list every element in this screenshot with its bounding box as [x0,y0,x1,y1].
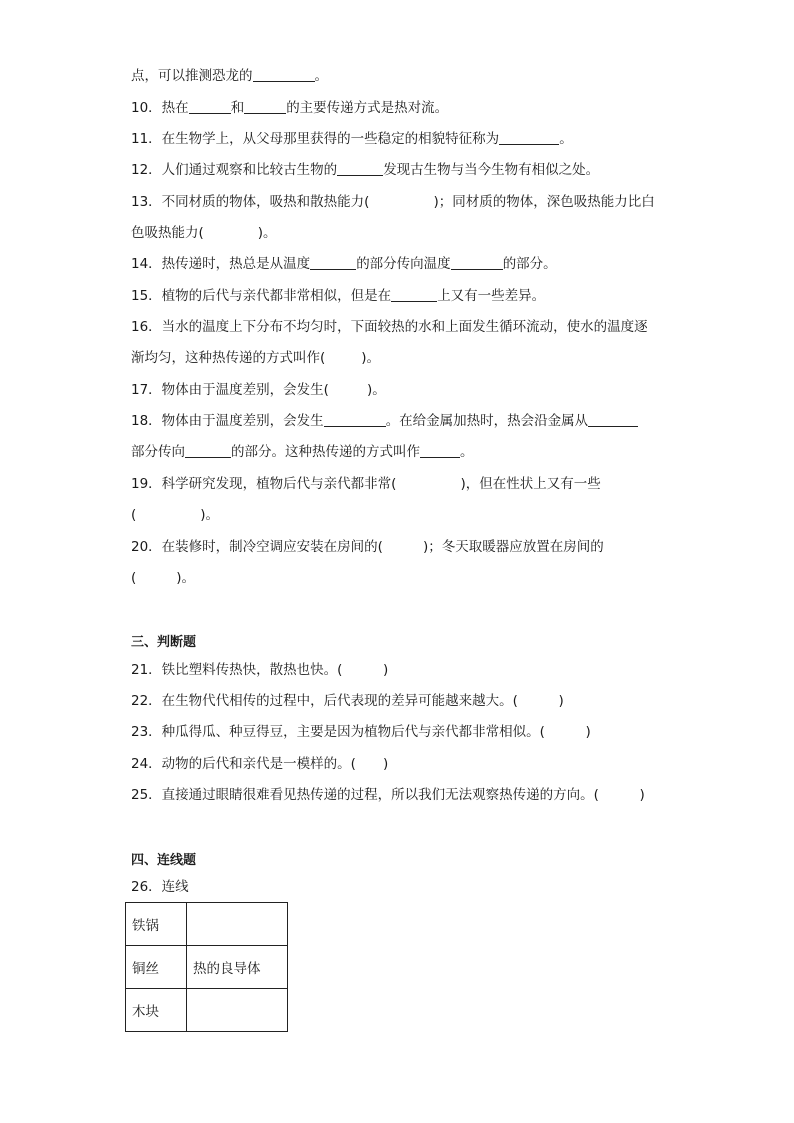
answer-blank[interactable] [420,443,460,458]
question-11 [131,129,573,149]
question-9-tail [131,66,328,86]
answer-blank[interactable] [451,255,503,270]
text: 20．在装修时，制冷空调应安装在房间的( [131,539,383,555]
question-16-line1 [131,317,648,337]
table-cell[interactable]: 木块 [126,989,187,1032]
section-3-title: 三、判断题 [131,635,197,650]
text: ( [131,570,137,586]
question-21: 21．铁比塑料传热快，散热也快。( ) [131,662,389,678]
text: 的主要传递方式是热对流。 [286,100,449,116]
text: 10．热在 [131,100,189,116]
question-12 [131,160,599,180]
question-10 [131,98,448,118]
text: 。 [314,68,328,84]
text: )。 [200,507,220,523]
answer-blank[interactable] [499,130,559,145]
question-19-line1 [131,474,601,494]
table-cell[interactable] [187,903,288,946]
question-20-line1 [131,537,604,557]
question-24: 24．动物的后代和亲代是一模样的。( ) [131,756,389,772]
text: 的部分传向温度 [356,256,451,272]
text: )。 [257,225,277,241]
answer-blank[interactable] [337,161,383,176]
text: 14．热传递时，热总是从温度 [131,256,311,272]
question-20-line2 [131,568,195,588]
table-row [126,946,288,989]
question-17 [131,380,386,400]
matching-table [125,902,288,1032]
text: 15．植物的后代与亲代都非常相似，但是在 [131,288,392,304]
text: 。 [460,444,474,460]
answer-blank[interactable] [253,67,315,82]
text: 17．物体由于温度差别，会发生( [131,382,329,398]
answer-blank[interactable] [391,287,437,302]
text: )。 [366,382,386,398]
text: 。 [559,131,573,147]
table-cell[interactable] [187,989,288,1032]
question-13-line2 [131,223,277,243]
table-cell[interactable]: 铁锅 [126,903,187,946]
answer-blank[interactable] [244,99,286,114]
text: 的部分。 [502,256,557,272]
question-19-line2 [131,505,219,525]
text: )；同材质的物体，深色吸热能力比白 [433,194,655,210]
text: )；冬天取暖器应放置在房间的 [422,539,604,555]
text: )。 [176,570,196,586]
text: 13．不同材质的物体，吸热和散热能力( [131,194,370,210]
text: 发现古生物与当今生物有相似之处。 [383,162,600,178]
question-23: 23．种瓜得瓜、种豆得豆，主要是因为植物后代与亲代都非常相似。( ) [131,724,591,740]
table-cell[interactable]: 热的良导体 [187,946,288,989]
text: )，但在性状上又有一些 [460,476,601,492]
text: 渐均匀，这种热传递的方式叫作( [131,350,326,366]
table-row [126,989,288,1032]
answer-blank[interactable] [588,412,638,427]
text: 16．当水的温度上下分布不均匀时，下面较热的水和上面发生循环流动，使水的温度逐 [131,319,648,335]
text: ( [131,507,137,523]
text: 11．在生物学上，从父母那里获得的一些稳定的相貌特征称为 [131,131,500,147]
question-13-line1 [131,192,655,212]
text: 19．科学研究发现，植物后代与亲代都非常( [131,476,397,492]
question-25: 25．直接通过眼睛很难看见热传递的过程，所以我们无法观察热传递的方向。( ) [131,787,645,803]
question-18-line1 [131,411,638,431]
text: 和 [230,100,245,116]
section-4-title: 四、连线题 [131,853,197,868]
text: 18．物体由于温度差别，会发生 [131,413,324,429]
text: 色吸热能力( [131,225,204,241]
answer-blank[interactable] [185,443,231,458]
table-row [126,903,288,946]
text: 。在给金属加热时，热会沿金属从 [385,413,589,429]
question-16-line2 [131,348,380,368]
question-15 [131,286,545,306]
question-18-line2 [131,442,474,462]
answer-blank[interactable] [324,412,386,427]
question-22: 22．在生物代代相传的过程中，后代表现的差异可能越来越大。( ) [131,693,564,709]
text: )。 [361,350,381,366]
text: 12．人们通过观察和比较古生物的 [131,162,338,178]
answer-blank[interactable] [189,99,231,114]
question-14 [131,254,557,274]
answer-blank[interactable] [310,255,356,270]
table-cell[interactable]: 铜丝 [126,946,187,989]
text: 部分传向 [131,444,185,460]
question-26: 26．连线 [131,879,189,895]
text: 的部分。这种热传递的方式叫作 [231,444,420,460]
text: 上又有一些差异。 [437,288,546,304]
text: 点，可以推测恐龙的 [131,68,253,84]
